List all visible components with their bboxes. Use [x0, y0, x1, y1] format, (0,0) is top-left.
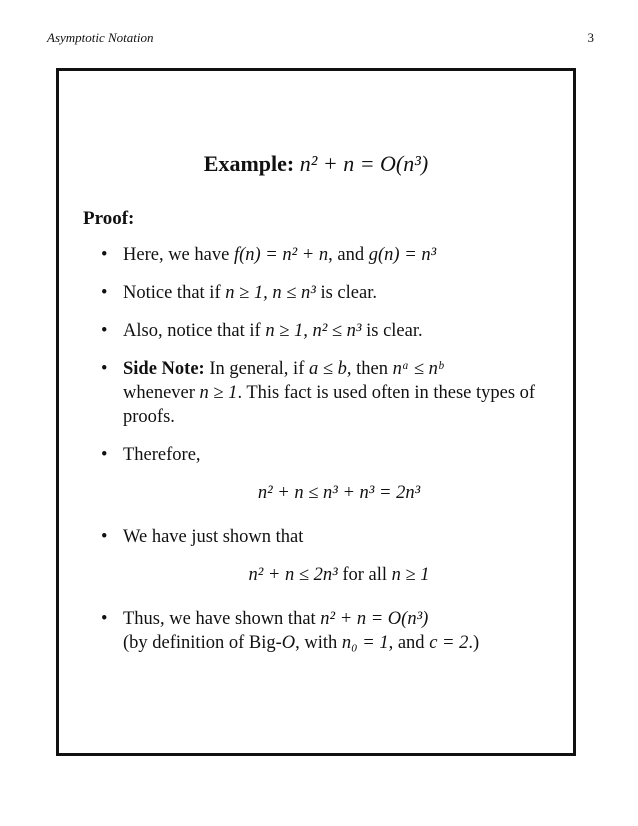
bullet: •: [101, 527, 108, 547]
list-item: [99, 281, 555, 305]
bullet: •: [101, 359, 108, 379]
display-equation: [123, 563, 555, 587]
text: , with: [295, 633, 342, 653]
math: c = 2: [429, 633, 469, 653]
proof-list: [99, 243, 555, 669]
text: Also, notice that if: [123, 321, 266, 341]
text: .): [468, 633, 480, 653]
math: O: [281, 633, 296, 653]
text: Here, we have: [123, 245, 234, 265]
text: In general, if: [204, 359, 309, 379]
text: Notice that if: [123, 283, 226, 303]
text: . This fact is used often in these types of proofs.: [123, 383, 536, 427]
bullet: •: [101, 445, 108, 465]
slide-title: [59, 151, 573, 177]
title-label: Example:: [203, 151, 295, 176]
proof-label: Proof:: [83, 208, 135, 229]
bullet: •: [101, 321, 108, 341]
text: is clear.: [315, 283, 377, 303]
text: , and: [388, 633, 430, 653]
list-item: [99, 357, 555, 429]
math: nᵃ ≤ nᵇ: [392, 359, 443, 379]
text: Therefore,: [123, 445, 201, 465]
list-item: [99, 607, 555, 655]
math: n ≥ 1: [391, 565, 430, 585]
math: n ≥ 1: [199, 383, 238, 403]
text: Thus, we have shown that: [123, 609, 321, 629]
bullet: •: [101, 283, 108, 303]
list-item: [99, 243, 555, 267]
text: is clear.: [361, 321, 423, 341]
math: n ≥ 1, n² ≤ n³: [265, 321, 362, 341]
text: whenever: [123, 383, 200, 403]
text: , and: [328, 245, 369, 265]
side-note-label: Side Note:: [123, 359, 205, 379]
page-number: 3: [587, 30, 594, 45]
bullet: •: [101, 245, 108, 265]
list-item: [99, 443, 555, 505]
page-header-title: Asymptotic Notation: [47, 30, 154, 45]
title-math: n² + n = O(n³): [299, 151, 429, 176]
math: n² + n ≤ 2n³: [248, 565, 338, 585]
slide-frame: [56, 68, 576, 756]
math: n₀ = 1: [341, 633, 389, 653]
math: a ≤ b: [308, 359, 347, 379]
math: f(n) = n² + n: [233, 245, 329, 265]
text: We have just shown that: [123, 527, 304, 547]
math: n ≥ 1, n ≤ n³: [225, 283, 316, 303]
math: g(n) = n³: [368, 245, 437, 265]
text: for all: [337, 565, 392, 585]
text: (by definition of Big-: [123, 633, 282, 653]
list-item: [99, 319, 555, 343]
bullet: •: [101, 609, 108, 629]
text: , then: [346, 359, 393, 379]
list-item: [99, 525, 555, 587]
display-equation: n² + n ≤ n³ + n³ = 2n³: [257, 483, 421, 503]
math: n² + n = O(n³): [320, 609, 429, 629]
